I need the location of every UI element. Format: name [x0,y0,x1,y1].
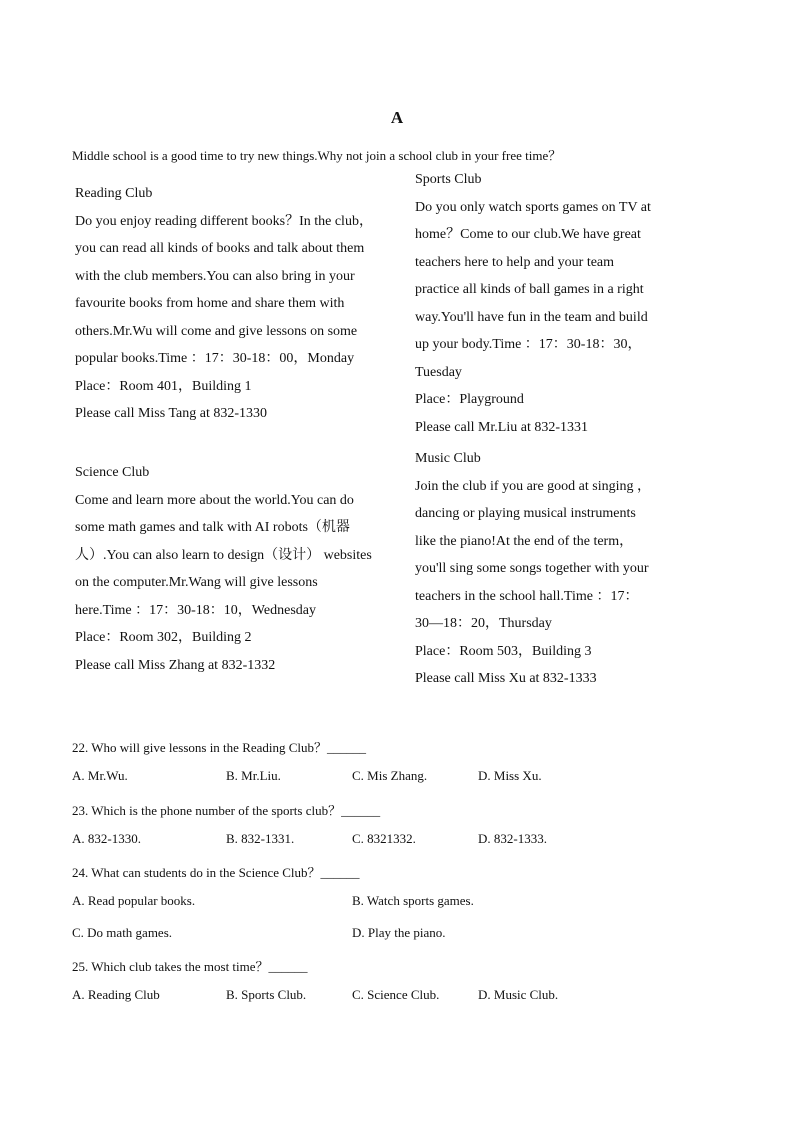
club-text-line: 30—18：20，Thursday [415,616,552,631]
club-contact: Please call Mr.Liu at 832-1331 [415,419,589,435]
question-24-options-row2 [72,925,632,943]
science-club-block [75,459,415,679]
club-text-line: teachers here to help and your team [415,254,615,270]
club-text-line: up your body.Time ：17：30-18：30， [415,337,642,352]
option-d[interactable]: D. Play the piano. [352,925,446,940]
club-text-line: 人）.You can also learn to design（设计） websites [75,547,372,563]
option-c[interactable]: C. Science Club. [352,987,440,1002]
club-text-line: with the club members.You can also bring in your [75,268,355,284]
club-text-line: dancing or playing musical instruments [415,506,636,521]
option-b[interactable]: B. Watch sports games. [352,893,474,908]
option-c[interactable]: C. Do math games. [72,925,173,940]
club-text-line: you'll sing some songs together with your [415,561,649,576]
club-text-line: home？Come to our club.We have great [415,227,641,242]
question-23-options [72,831,632,849]
option-c[interactable]: C. 8321332. [352,831,416,846]
club-text-line: practice all kinds of ball games in a right [415,282,644,297]
option-d[interactable]: D. Miss Xu. [478,768,542,783]
option-c[interactable]: C. Mis Zhang. [352,768,428,783]
option-b[interactable]: B. Mr.Liu. [226,768,281,783]
option-b[interactable]: B. 832-1331. [226,831,295,846]
club-place: Place：Room 503，Building 3 [415,643,592,659]
club-contact: Please call Miss Tang at 832-1330 [75,406,268,421]
club-text-line: Do you enjoy reading different books？In the club， [75,213,373,229]
club-text-line: like the piano!At the end of the term， [415,533,634,549]
intro-text: Middle school is a good time to try new things.Why not join a school club in your free time？ [72,148,562,163]
club-text-line: Join the club if you are good at singing ， [415,478,652,494]
sports-club-block [415,166,745,441]
question-25-options [72,987,632,1005]
option-d[interactable]: D. 832-1333. [478,831,547,846]
option-a[interactable]: A. Reading Club [72,987,160,1002]
question-24-options-row1 [72,893,632,911]
club-heading: Music Club [415,451,481,466]
club-place: Place：Room 401，Building 1 [75,378,252,394]
club-place: Place：Room 302，Building 2 [75,630,252,645]
option-a[interactable]: A. 832-1330. [72,831,141,846]
club-text-line: on the computer.Mr.Wang will give lessons [75,575,318,590]
club-text-line: teachers in the school hall.Time ：17： [415,588,639,604]
club-text-line: Come and learn more about the world.You can do [75,492,354,508]
club-text-line: Tuesday [415,364,462,380]
club-contact: Please call Miss Zhang at 832-1332 [75,657,276,673]
option-a[interactable]: A. Read popular books. [72,893,196,908]
question-22-options [72,768,632,786]
club-heading: Reading Club [75,186,153,201]
club-text-line: popular books.Time ：17：30-18：00，Monday [75,351,355,366]
club-text-line: favourite books from home and share them with [75,296,345,311]
club-text-line: Do you only watch sports games on TV at [415,199,651,215]
option-d[interactable]: D. Music Club. [478,987,559,1002]
option-b[interactable]: B. Sports Club. [226,987,307,1002]
club-contact: Please call Miss Xu at 832-1333 [415,671,597,686]
club-text-line: some math games and talk with AI robots（机器 [75,520,350,535]
passage-title: A [390,108,404,127]
question-24: 24. What can students do in the Science Club？______ [72,865,360,880]
club-text-line: here.Time ：17：30-18：10，Wednesday [75,602,316,618]
club-place: Place：Playground [415,392,524,407]
club-heading: Sports Club [415,172,482,187]
club-text-line: others.Mr.Wu will come and give lessons on some [75,323,358,339]
question-22: 22. Who will give lessons in the Reading Club？______ [72,740,367,755]
club-heading: Science Club [75,465,150,480]
reading-club-block [75,180,415,428]
club-text-line: you can read all kinds of books and talk about them [75,241,365,256]
question-23: 23. Which is the phone number of the sports club？______ [72,803,381,818]
option-a[interactable]: A. Mr.Wu. [72,768,128,783]
music-club-block [415,445,745,693]
club-text-line: way.You'll have fun in the team and build [415,309,648,325]
question-25: 25. Which club takes the most time？______ [72,959,308,974]
